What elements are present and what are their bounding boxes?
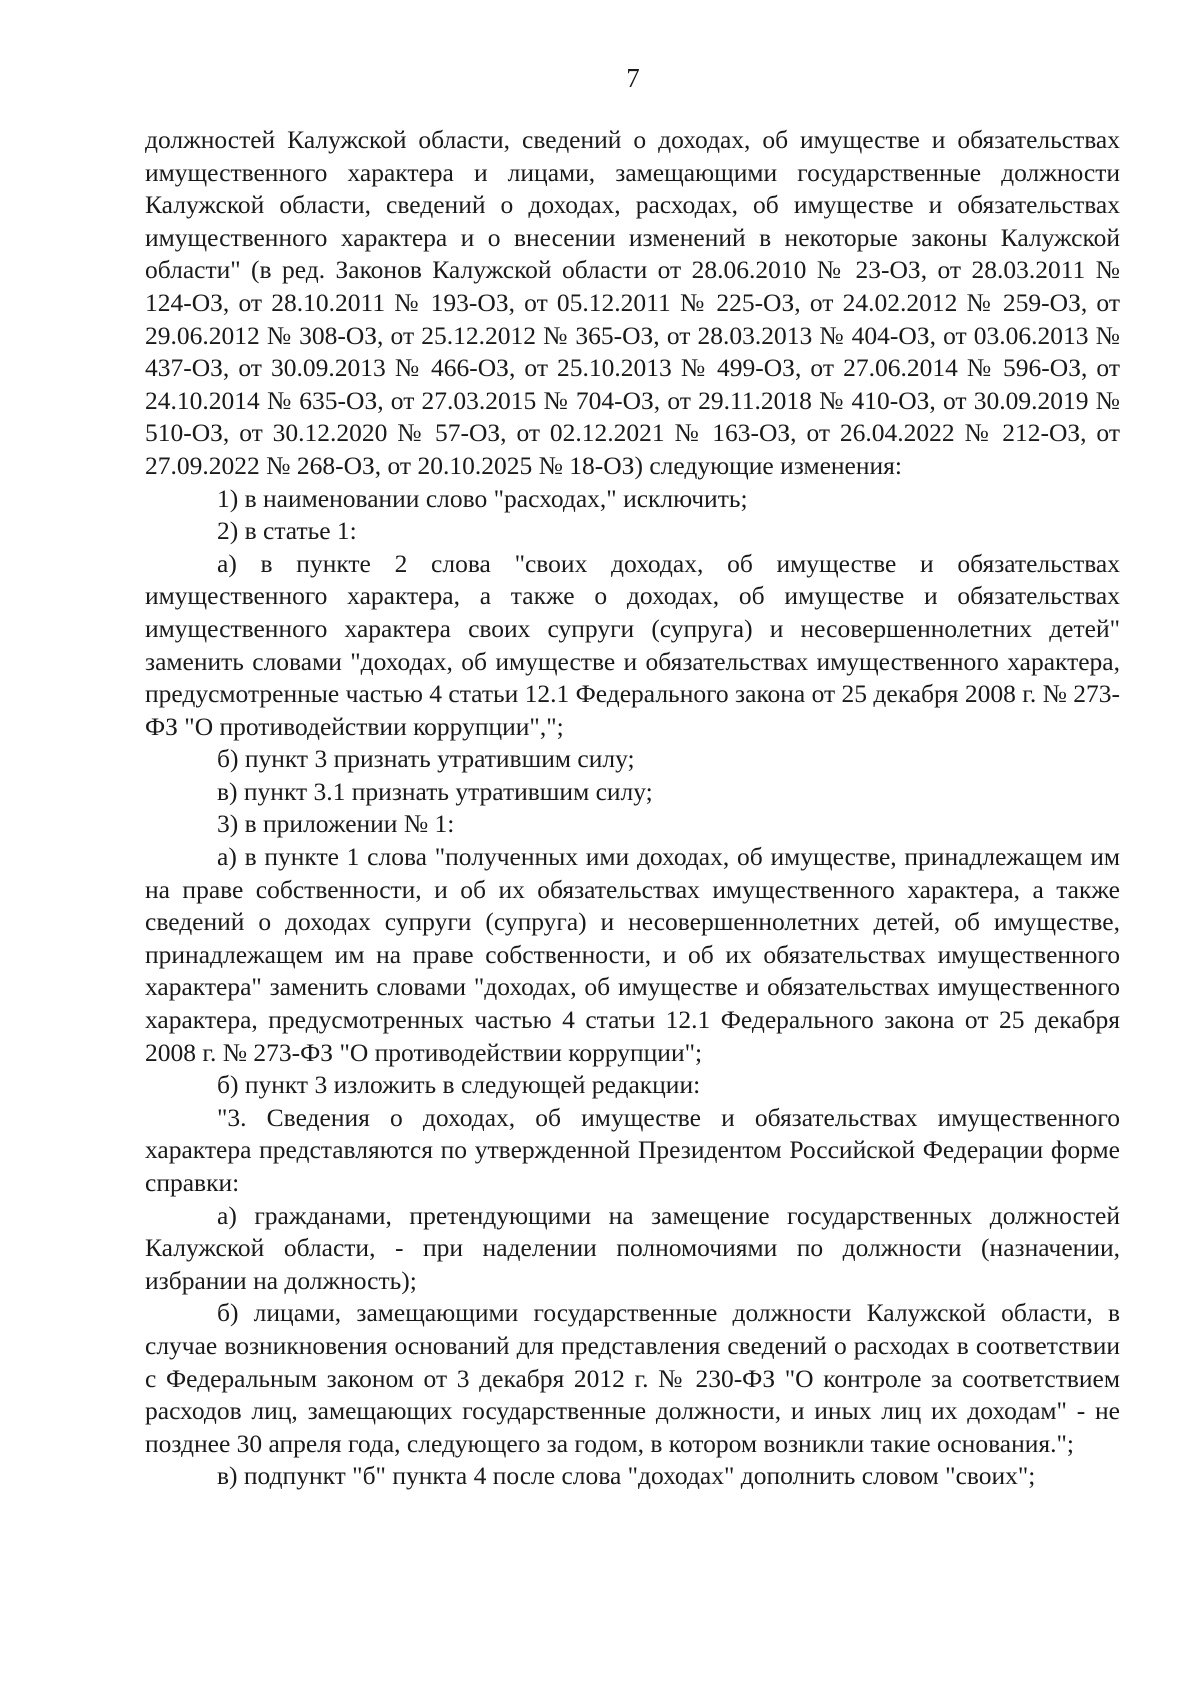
paragraph-item-2b: б) пункт 3 признать утратившим силу;	[217, 744, 635, 774]
paragraph-item-1: 1) в наименовании слово "расходах," исключить;	[217, 483, 748, 513]
document-body	[145, 124, 1120, 1493]
paragraph-item-3b: б) пункт 3 изложить в следующей редакции:	[217, 1070, 701, 1100]
paragraph-new-point-3a: а) гражданами, претендующими на замещение государственных должностей Калужской области, - при наделении полномочиями по должности (назначении, избрании на должность);	[145, 1200, 1120, 1295]
page-number: 7	[626, 63, 640, 93]
paragraph-law-title-continuation: должностей Калужской области, сведений о доходах, об имуществе и обязательствах имущественного характера и лицами, замещающими государственные должности Калужской области, сведений о доходах, расходах, об имуществе и обязательствах имущественного характера и о внесении изменений в некоторые законы Калужской области" (в ред. Законов Калужской области от 28.06.2010 № 23-ОЗ, от 28.03.2011 № 124-ОЗ, от 28.10.2011 № 193-ОЗ, от 05.12.2011 № 225-ОЗ, от 24.02.2012 № 259-ОЗ, от 29.06.2012 № 308-ОЗ, от 25.12.2012 № 365-ОЗ, от 28.03.2013 № 404-ОЗ, от 03.06.2013 № 437-ОЗ, от 30.09.2013 № 466-ОЗ, от 25.10.2013 № 499-ОЗ, от 27.06.2014 № 596-ОЗ, от 24.10.2014 № 635-ОЗ, от 27.03.2015 № 704-ОЗ, от 29.11.2018 № 410-ОЗ, от 30.09.2019 № 510-ОЗ, от 30.12.2020 № 57-ОЗ, от 02.12.2021 № 163-ОЗ, от 26.04.2022 № 212-ОЗ, от 27.09.2022 № 268-ОЗ, от 20.10.2025 № 18-ОЗ) следующие изменения:	[145, 125, 1120, 480]
paragraph-item-3a: а) в пункте 1 слова "полученных ими доходах, об имуществе, принадлежащем им на праве собственности, и об их обязательствах имущественного характера, а также сведений о доходах супруги (супруга) и несовершеннолетних детей, об имуществе, принадлежащем им на праве собственности, и об их обязательствах имущественного характера" заменить словами "доходах, об имуществе и обязательствах имущественного характера, предусмотренных частью 4 статьи 12.1 Федерального закона от 25 декабря 2008 г. № 273-ФЗ "О противодействии коррупции";	[145, 842, 1120, 1067]
paragraph-new-point-3b: б) лицами, замещающими государственные должности Калужской области, в случае возникновения оснований для представления сведений о расходах в соответствии с Федеральным законом от 3 декабря 2012 г. № 230-ФЗ "О контроле за соответствием расходов лиц, замещающих государственные должности, и иных лиц их доходам" - не позднее 30 апреля года, следующего за годом, в котором возникли такие основания.";	[145, 1298, 1120, 1458]
paragraph-item-3v: в) подпункт "б" пункта 4 после слова "доходах" дополнить словом "своих";	[217, 1461, 1036, 1491]
paragraph-item-2v: в) пункт 3.1 признать утратившим силу;	[217, 776, 653, 806]
paragraph-item-3: 3) в приложении № 1:	[217, 809, 455, 839]
paragraph-new-point-3: "3. Сведения о доходах, об имуществе и обязательствах имущественного характера представляются по утвержденной Президентом Российской Федерации форме справки:	[145, 1102, 1120, 1197]
paragraph-item-2a: а) в пункте 2 слова "своих доходах, об имуществе и обязательствах имущественного характера, а также о доходах, об имуществе и обязательствах имущественного характера своих супруги (супруга) и несовершеннолетних детей" заменить словами "доходах, об имуществе и обязательствах имущественного характера, предусмотренные частью 4 статьи 12.1 Федерального закона от 25 декабря 2008 г. № 273-ФЗ "О противодействии коррупции",";	[145, 548, 1121, 741]
paragraph-item-2: 2) в статье 1:	[217, 516, 357, 546]
